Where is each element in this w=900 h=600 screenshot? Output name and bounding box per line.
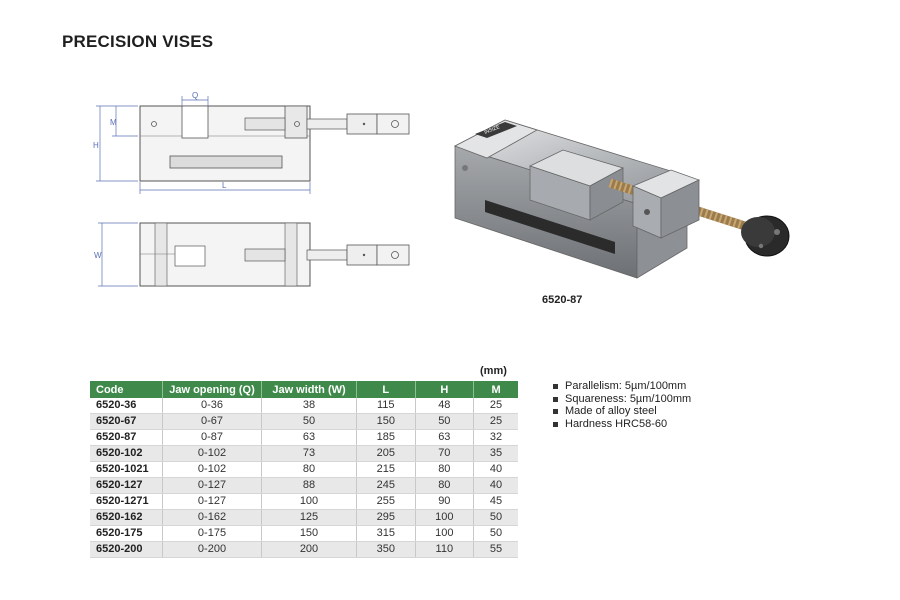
cell-m: 40 bbox=[474, 462, 518, 478]
dim-l-label: L bbox=[222, 181, 227, 190]
table-row bbox=[90, 510, 518, 526]
table-body bbox=[90, 398, 518, 558]
cell-m: 55 bbox=[474, 542, 518, 558]
dim-q-label: Q bbox=[192, 91, 199, 100]
cell-code: 6520-102 bbox=[90, 446, 163, 462]
feature-item: Made of alloy steel bbox=[553, 405, 691, 418]
cell-l: 315 bbox=[357, 526, 416, 542]
cell-jaw-opening: 0-127 bbox=[163, 478, 262, 494]
cell-jaw-opening: 0-102 bbox=[163, 446, 262, 462]
cell-code: 6520-67 bbox=[90, 414, 163, 430]
table-row bbox=[90, 446, 518, 462]
unit-label: (mm) bbox=[480, 365, 507, 377]
cell-code: 6520-127 bbox=[90, 478, 163, 494]
cell-m: 35 bbox=[474, 446, 518, 462]
side-view-dimensions bbox=[98, 223, 138, 286]
cell-h: 100 bbox=[415, 510, 474, 526]
cell-l: 215 bbox=[357, 462, 416, 478]
cell-code: 6520-1021 bbox=[90, 462, 163, 478]
table-row bbox=[90, 398, 518, 414]
cell-jaw-opening: 0-102 bbox=[163, 462, 262, 478]
table-row bbox=[90, 542, 518, 558]
cell-m: 50 bbox=[474, 526, 518, 542]
cell-jaw-width: 100 bbox=[262, 494, 357, 510]
product-photo bbox=[445, 108, 805, 293]
header-h: H bbox=[415, 381, 474, 398]
header-jaw-width: Jaw width (W) bbox=[262, 381, 357, 398]
cell-jaw-width: 38 bbox=[262, 398, 357, 414]
side-view bbox=[140, 223, 409, 286]
cell-jaw-opening: 0-200 bbox=[163, 542, 262, 558]
cell-h: 100 bbox=[415, 526, 474, 542]
dim-h-label: H bbox=[93, 141, 99, 150]
header-jaw-opening: Jaw opening (Q) bbox=[163, 381, 262, 398]
cell-h: 63 bbox=[415, 430, 474, 446]
cell-jaw-opening: 0-67 bbox=[163, 414, 262, 430]
cell-l: 295 bbox=[357, 510, 416, 526]
cell-jaw-width: 125 bbox=[262, 510, 357, 526]
table-row bbox=[90, 526, 518, 542]
cell-code: 6520-87 bbox=[90, 430, 163, 446]
top-view bbox=[140, 106, 409, 181]
cell-jaw-opening: 0-87 bbox=[163, 430, 262, 446]
feature-item: Hardness HRC58-60 bbox=[553, 418, 691, 431]
cell-jaw-width: 63 bbox=[262, 430, 357, 446]
cell-jaw-width: 80 bbox=[262, 462, 357, 478]
cell-jaw-opening: 0-162 bbox=[163, 510, 262, 526]
spec-table bbox=[90, 381, 518, 558]
feature-list bbox=[553, 380, 691, 430]
photo-caption: 6520-87 bbox=[542, 294, 583, 306]
cell-m: 45 bbox=[474, 494, 518, 510]
feature-item: Squareness: 5µm/100mm bbox=[553, 393, 691, 406]
header-code: Code bbox=[90, 381, 163, 398]
cell-h: 80 bbox=[415, 462, 474, 478]
cell-h: 70 bbox=[415, 446, 474, 462]
cell-l: 255 bbox=[357, 494, 416, 510]
table-row bbox=[90, 494, 518, 510]
cell-h: 110 bbox=[415, 542, 474, 558]
cell-jaw-width: 150 bbox=[262, 526, 357, 542]
cell-code: 6520-36 bbox=[90, 398, 163, 414]
technical-drawing bbox=[90, 86, 430, 296]
cell-code: 6520-175 bbox=[90, 526, 163, 542]
cell-l: 185 bbox=[357, 430, 416, 446]
cell-jaw-width: 50 bbox=[262, 414, 357, 430]
knurled-handle bbox=[741, 216, 789, 256]
cell-code: 6520-162 bbox=[90, 510, 163, 526]
dim-w-label: W bbox=[94, 251, 102, 260]
header-m: M bbox=[474, 381, 518, 398]
header-l: L bbox=[357, 381, 416, 398]
table-header-row bbox=[90, 381, 518, 398]
cell-m: 32 bbox=[474, 430, 518, 446]
table-row bbox=[90, 430, 518, 446]
table-row bbox=[90, 462, 518, 478]
table-row bbox=[90, 478, 518, 494]
cell-m: 25 bbox=[474, 414, 518, 430]
table-row bbox=[90, 414, 518, 430]
feature-item: Parallelism: 5µm/100mm bbox=[553, 380, 691, 393]
page-title: PRECISION VISES bbox=[62, 32, 214, 51]
cell-jaw-width: 200 bbox=[262, 542, 357, 558]
cell-l: 205 bbox=[357, 446, 416, 462]
cell-jaw-width: 73 bbox=[262, 446, 357, 462]
cell-jaw-opening: 0-127 bbox=[163, 494, 262, 510]
cell-l: 150 bbox=[357, 414, 416, 430]
cell-jaw-width: 88 bbox=[262, 478, 357, 494]
dim-m-label: M bbox=[110, 118, 117, 127]
cell-h: 48 bbox=[415, 398, 474, 414]
cell-code: 6520-1271 bbox=[90, 494, 163, 510]
cell-h: 50 bbox=[415, 414, 474, 430]
cell-jaw-opening: 0-175 bbox=[163, 526, 262, 542]
cell-jaw-opening: 0-36 bbox=[163, 398, 262, 414]
cell-h: 80 bbox=[415, 478, 474, 494]
cell-l: 245 bbox=[357, 478, 416, 494]
cell-m: 40 bbox=[474, 478, 518, 494]
cell-l: 115 bbox=[357, 398, 416, 414]
cell-m: 50 bbox=[474, 510, 518, 526]
cell-code: 6520-200 bbox=[90, 542, 163, 558]
cell-m: 25 bbox=[474, 398, 518, 414]
cell-l: 350 bbox=[357, 542, 416, 558]
brand-text: INSIZE bbox=[483, 124, 501, 136]
cell-h: 90 bbox=[415, 494, 474, 510]
